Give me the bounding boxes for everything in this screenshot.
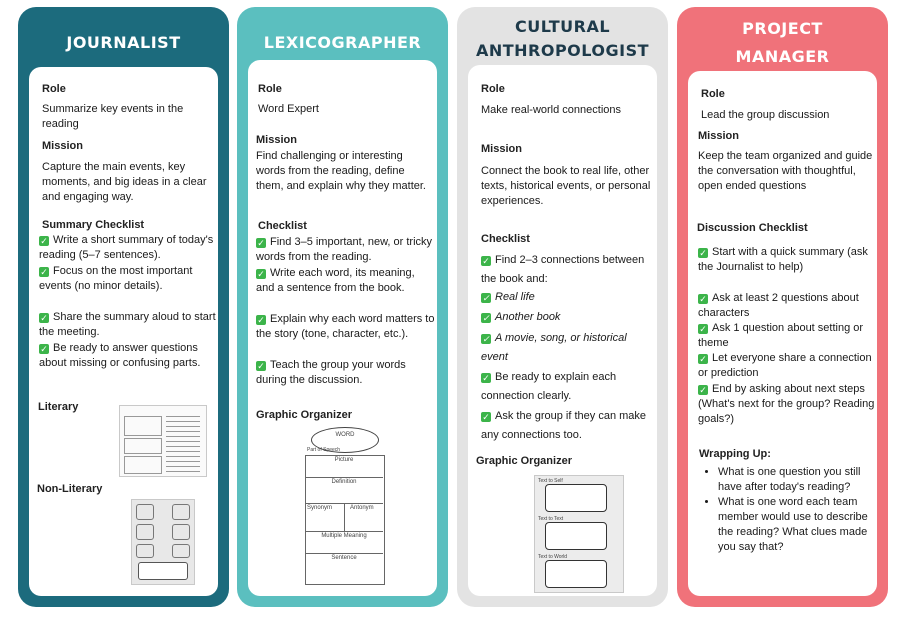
organizer-heading: Graphic Organizer: [256, 409, 352, 421]
mission-heading: Mission: [256, 134, 297, 146]
role-text: Lead the group discussion: [701, 109, 830, 121]
anthropologist-title: [457, 15, 668, 63]
checklist-item: ✓ Write each word, its meaning, and a sentence from the book.: [256, 267, 415, 294]
role-heading: Role: [481, 83, 505, 95]
role-heading: Role: [42, 83, 66, 95]
role-text: Summarize key events in the reading: [42, 103, 184, 130]
lexicographer-panel: [248, 60, 437, 596]
checkmark-icon: ✓: [257, 361, 265, 371]
checklist-item: ✓ Explain why each word matters to the story (tone, character, etc.).: [256, 313, 435, 340]
checkmark-icon: ✓: [482, 256, 490, 266]
text-to-self-label: Text to Self: [538, 478, 563, 484]
checkmark-icon: ✓: [482, 334, 490, 344]
checklist-heading: Checklist: [481, 233, 530, 245]
text-to-world-label: Text to World: [538, 554, 568, 560]
checkmark-icon: ✓: [699, 385, 707, 395]
lexicographer-title: LEXICOGRAPHER: [263, 33, 422, 52]
checklist-heading: Checklist: [258, 220, 307, 232]
checklist-item: ✓ Be ready to answer questions about missing or confusing parts.: [39, 342, 201, 369]
checklist-item: ✓ Ask 1 question about setting or theme: [698, 322, 864, 349]
checkmark-icon: ✓: [40, 236, 48, 246]
mission-text: Keep the team organized and guide the conversation with thoughtful, open ended questions: [698, 150, 873, 192]
check-explain: ✓ Be ready to explain each connection clearly.: [481, 371, 617, 402]
checklist-item: ✓ Share the summary aloud to start the meeting.: [39, 311, 216, 338]
checkmark-icon: ✓: [699, 354, 707, 364]
checklist-item: ✓ Write a short summary of today's reading (5–7 sentences).: [39, 234, 214, 261]
journalist-card: [18, 7, 229, 607]
organizer-word-oval: WORD: [311, 427, 379, 453]
mission-heading: Mission: [42, 140, 83, 152]
lexicographer-card: [237, 7, 448, 607]
role-heading: Role: [701, 88, 725, 100]
role-text: Make real-world connections: [481, 104, 622, 116]
checkmark-icon: ✓: [257, 269, 265, 279]
organizer-synonym: Synonym: [307, 505, 333, 511]
anthropologist-title-line2: ANTHROPOLOGIST: [475, 41, 650, 60]
mission-text: Capture the main events, key moments, and big ideas in a clear and engaging way.: [42, 161, 207, 203]
organizer-antonym: Antonym: [350, 505, 374, 511]
mission-text: Connect the book to real life, other texts, historical events, or personal experiences.: [481, 165, 651, 207]
checkmark-icon: ✓: [40, 344, 48, 354]
mission-heading: Mission: [698, 130, 739, 142]
checkmark-icon: ✓: [257, 238, 265, 248]
checklist-heading: Summary Checklist: [42, 219, 145, 231]
check-ask: ✓ Ask the group if they can make any connections too.: [481, 410, 647, 441]
checklist-item: ✓ End by asking about next steps (What's next for the group? Reading goals?): [698, 383, 875, 425]
check-media: ✓ A movie, song, or historical event: [481, 332, 627, 363]
checkmark-icon: ✓: [699, 294, 707, 304]
nonliterary-label: Non-Literary: [37, 483, 103, 495]
checkmark-icon: ✓: [40, 267, 48, 277]
project-manager-panel: [688, 71, 877, 596]
wrap-item: • What is one question you still have after today's reading?: [718, 465, 868, 495]
checklist-item: ✓ Ask at least 2 questions about characters: [698, 292, 859, 319]
role-text: Word Expert: [258, 103, 319, 115]
checklist-intro: ✓ Find 2–3 connections between the book and:: [481, 254, 645, 285]
organizer-multiple-meaning: Multiple Meaning: [321, 533, 367, 539]
checkmark-icon: ✓: [699, 324, 707, 334]
checklist-heading: Discussion Checklist: [697, 222, 808, 234]
nonliterary-organizer-image: [131, 499, 195, 585]
anthropologist-title-line1: CULTURAL: [514, 17, 611, 36]
wrap-list: [700, 465, 868, 555]
anthropologist-panel: [468, 65, 657, 596]
checklist-item: ✓ Teach the group your words during the discussion.: [256, 359, 406, 386]
checkmark-icon: ✓: [482, 313, 490, 323]
journalist-title: JOURNALIST: [66, 33, 181, 52]
checkmark-icon: ✓: [482, 412, 490, 422]
mission-heading: Mission: [481, 143, 522, 155]
mission-text: Find challenging or interesting words from the reading, define them, and explain why they matter.: [256, 150, 426, 192]
organizer-sentence: Sentence: [331, 555, 357, 561]
project-manager-title-line2: MANAGER: [735, 47, 830, 66]
checkmark-icon: ✓: [699, 248, 707, 258]
journalist-panel: [29, 67, 218, 596]
checklist-item: ✓ Focus on the most important events (no minor details).: [39, 265, 193, 292]
checkmark-icon: ✓: [482, 293, 490, 303]
organizer-definition: Definition: [331, 479, 357, 485]
role-heading: Role: [258, 83, 282, 95]
organizer-heading: Graphic Organizer: [476, 455, 572, 467]
literary-organizer-image: [119, 405, 207, 477]
checklist-item: ✓ Start with a quick summary (ask the Journalist to help): [698, 246, 868, 273]
checkmark-icon: ✓: [257, 315, 265, 325]
check-real-life: ✓ Real life: [482, 291, 535, 303]
word-organizer-image: [305, 425, 385, 585]
checkmark-icon: ✓: [482, 373, 490, 383]
checklist-item: ✓ Let everyone share a connection or prediction: [698, 352, 872, 379]
anthropologist-card: [457, 7, 668, 607]
check-another-book: ✓ Another book: [482, 311, 561, 323]
checkmark-icon: ✓: [40, 313, 48, 323]
project-manager-title-line1: PROJECT: [742, 19, 823, 38]
project-manager-title: [677, 15, 888, 71]
project-manager-card: [677, 7, 888, 607]
literary-label: Literary: [38, 401, 79, 413]
connections-organizer-image: [534, 475, 624, 593]
wrap-item: • What is one word each team member would use to describe the reading? What clues made you say that?: [718, 495, 868, 555]
checklist-item: ✓ Find 3–5 important, new, or tricky words from the reading.: [256, 236, 433, 263]
text-to-text-label: Text to Text: [538, 516, 564, 522]
organizer-pos-label: Part of Speech: [307, 447, 341, 453]
organizer-picture: Picture: [334, 457, 354, 463]
wrap-heading: Wrapping Up:: [699, 448, 771, 460]
